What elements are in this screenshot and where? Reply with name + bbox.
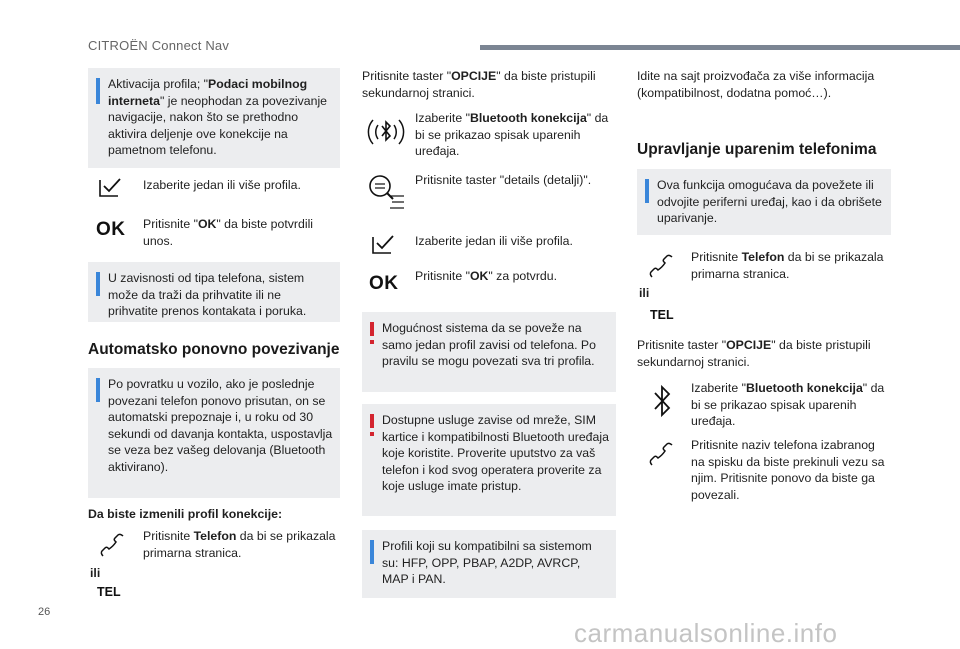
options-intro	[362, 68, 612, 101]
info-box-contacts	[88, 262, 340, 322]
warning-icon-dot	[370, 432, 374, 436]
step-ok-bold: OK	[197, 217, 217, 231]
step-bluetooth	[415, 110, 610, 160]
step-select-profiles-2: Izaberite jedan ili više profila.	[415, 234, 573, 248]
header-bar	[480, 45, 960, 50]
or-label: ili	[90, 566, 101, 580]
options2-pre: Pritisnite taster "	[637, 338, 727, 352]
heading-auto-reconnect: Automatsko ponovno povezivanje	[88, 341, 340, 358]
info-manage-text: Ova funkcija omogućava da povežete ili odvojite periferni uređaj, kao i da obrišete uparivanje.	[657, 178, 882, 225]
step-bt2-post: " da bi se prikazao spisak uparenih uređaja.	[691, 381, 885, 428]
warning-services-text: Dostupne usluge zavise od mreže, SIM kartice i kompatibilnosti Bluetooth uređaja koje koristite. Proverite uputstvo za vaš telefon i kod svog operatera proverite za koje usluge imate pristup.	[382, 413, 609, 493]
step-ok	[143, 216, 333, 249]
ok-label: OK	[96, 219, 126, 240]
details-search-icon	[366, 172, 406, 212]
step-details: Pritisnite taster "details (detalji)".	[415, 173, 592, 187]
tel-label: TEL	[97, 585, 121, 599]
info-box-reconnect	[88, 368, 340, 498]
info-text-pre: Aktivacija profila; "	[108, 77, 209, 91]
step-ok-post: " da biste potvrdili unos.	[143, 217, 314, 248]
step-select-profiles: Izaberite jedan ili više profila.	[143, 178, 301, 192]
info-icon	[370, 540, 374, 564]
step-bt-post: " da bi se prikazao spisak uparenih uređaja.	[415, 111, 609, 158]
tel-label-2: TEL	[650, 308, 674, 322]
step-phone-2	[691, 249, 886, 282]
or-label-2: ili	[639, 286, 650, 300]
watermark: carmanualsonline.info	[574, 618, 838, 648]
step-ok-confirm	[415, 268, 610, 285]
info-text-post: " je neophodan za povezivanje navigacije, nakon što se prethodno aktivira deljenje ove konekcije na pametnom telefonu.	[108, 93, 328, 157]
info-icon	[96, 78, 100, 104]
warning-icon	[370, 322, 374, 336]
step-ok2-bold: OK	[469, 269, 489, 283]
step-ok-pre: Pritisnite "	[143, 217, 198, 231]
info-text-bold: Podaci mobilnog interneta	[108, 77, 308, 108]
warning-box-profiles	[362, 312, 616, 392]
step-bt2-pre: Izaberite "	[691, 381, 746, 395]
warning-profiles-text: Mogućnost sistema da se poveže na samo jedan profil zavisi od telefona. Po pravilu se mogu povezati sva tri profila.	[382, 321, 596, 368]
step-phone2-post: da bi se prikazala primarna stranica.	[691, 250, 884, 281]
info-box-compatible	[362, 530, 616, 598]
info-box-manage	[637, 169, 891, 235]
info-contacts-text: U zavisnosti od tipa telefona, sistem može da traži da prihvatite ili ne prihvatite prenos kontakata i poruka.	[108, 271, 307, 318]
warning-icon-dot	[370, 340, 374, 344]
heading-manage-phones: Upravljanje uparenim telefonima	[637, 141, 877, 158]
info-compatible-text: Profili koji su kompatibilni sa sistemom su: HFP, OPP, PBAP, A2DP, AVRCP, MAP i PAN.	[382, 539, 592, 586]
step-bt-bold: Bluetooth konekcija	[469, 111, 587, 125]
subheading-change-profile: Da biste izmenili profil konekcije:	[88, 507, 283, 521]
manufacturer-note: Idite na sajt proizvođača za više informacija (kompatibilnost, dodatna pomoć…).	[637, 69, 875, 100]
options-intro-2	[637, 337, 887, 370]
bluetooth-icon	[652, 384, 674, 418]
step-phone-name: Pritisnite naziv telefona izabranog na spisku da biste prekinuli vezu sa njim. Pritisnite ponovo da biste ga povezali.	[691, 438, 885, 502]
step-phone-bold: Telefon	[193, 529, 237, 543]
options-intro-bold: OPCIJE	[451, 69, 497, 83]
bluetooth-search-icon	[366, 110, 406, 154]
info-icon	[96, 378, 100, 402]
phone-icon	[647, 254, 673, 280]
step-phone-pre: Pritisnite	[143, 529, 194, 543]
checkbox-icon	[371, 233, 397, 255]
step-bt2-bold: Bluetooth konekcija	[745, 381, 863, 395]
step-phone2-pre: Pritisnite	[691, 250, 742, 264]
info-icon	[645, 179, 649, 203]
step-phone2-bold: Telefon	[741, 250, 785, 264]
header-title: CITROËN Connect Nav	[88, 38, 230, 53]
page-number: 26	[38, 606, 51, 618]
warning-box-services	[362, 404, 616, 516]
info-reconnect-text: Po povratku u vozilo, ako je poslednje povezani telefon ponovo prisutan, on se automatski prepoznaje i, u roku od 30 sekundi od davanja kontakta, uspostavlja se veza bez vašeg delovanja (Bluetooth aktivirano).	[108, 377, 333, 474]
options2-bold: OPCIJE	[726, 338, 772, 352]
phone-icon	[98, 533, 124, 559]
info-icon	[96, 272, 100, 296]
checkbox-icon	[98, 176, 124, 198]
step-phone	[143, 528, 338, 561]
step-bt-pre: Izaberite "	[415, 111, 470, 125]
ok-label-2: OK	[369, 273, 399, 294]
options-intro-post: " da biste pristupili sekundarnoj stranici.	[362, 69, 596, 100]
options2-post: " da biste pristupili sekundarnoj stranici.	[637, 338, 871, 369]
step-ok2-pre: Pritisnite "	[415, 269, 470, 283]
info-box-profile	[88, 68, 340, 168]
step-ok2-post: " za potvrdu.	[488, 269, 558, 283]
step-bluetooth-2	[691, 380, 886, 430]
warning-icon	[370, 414, 374, 428]
pencil-icon	[647, 442, 673, 468]
options-intro-pre: Pritisnite taster "	[362, 69, 452, 83]
step-phone-post: da bi se prikazala primarna stranica.	[143, 529, 336, 560]
